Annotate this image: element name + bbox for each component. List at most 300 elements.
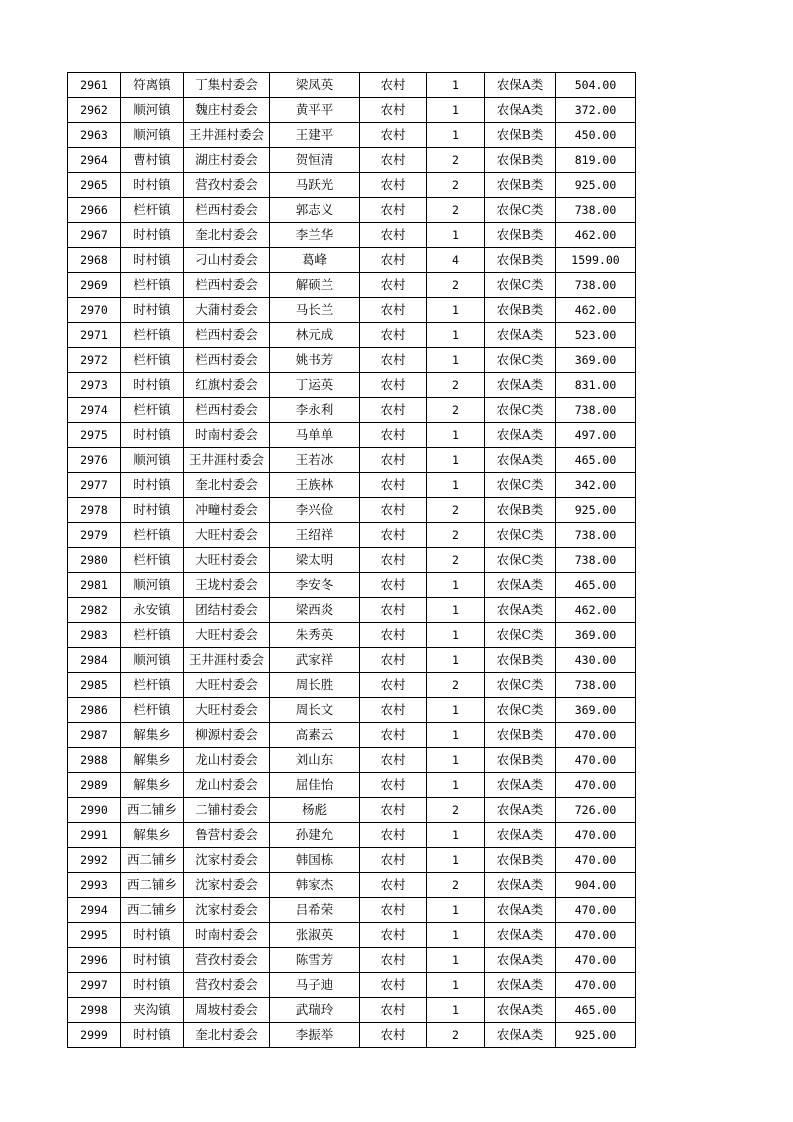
cell-amount: 738.00 [556, 548, 636, 573]
cell-township: 时村镇 [121, 923, 184, 948]
cell-household-count: 1 [427, 598, 485, 623]
cell-residence-type: 农村 [360, 248, 427, 273]
table-row [68, 623, 636, 648]
cell-township: 栏杆镇 [121, 323, 184, 348]
cell-household-count: 1 [427, 823, 485, 848]
cell-insurance-category: 农保A类 [485, 973, 556, 998]
table-row [68, 223, 636, 248]
cell-amount: 1599.00 [556, 248, 636, 273]
cell-household-count: 1 [427, 623, 485, 648]
cell-household-count: 2 [427, 273, 485, 298]
cell-insurance-category: 农保C类 [485, 273, 556, 298]
cell-serial-number: 2980 [68, 548, 121, 573]
cell-village-committee: 奎北村委会 [184, 1023, 270, 1048]
cell-person-name: 吕希荣 [270, 898, 360, 923]
cell-person-name: 陈雪芳 [270, 948, 360, 973]
cell-insurance-category: 农保B类 [485, 248, 556, 273]
cell-insurance-category: 农保A类 [485, 948, 556, 973]
cell-village-committee: 红旗村委会 [184, 373, 270, 398]
cell-insurance-category: 农保A类 [485, 998, 556, 1023]
cell-person-name: 李永利 [270, 398, 360, 423]
cell-residence-type: 农村 [360, 873, 427, 898]
table-row [68, 748, 636, 773]
allowance-table [67, 72, 636, 1048]
cell-household-count: 1 [427, 973, 485, 998]
table-row [68, 123, 636, 148]
cell-amount: 462.00 [556, 223, 636, 248]
cell-amount: 470.00 [556, 898, 636, 923]
table-row [68, 998, 636, 1023]
cell-insurance-category: 农保C类 [485, 548, 556, 573]
cell-insurance-category: 农保A类 [485, 798, 556, 823]
cell-insurance-category: 农保B类 [485, 748, 556, 773]
cell-serial-number: 2969 [68, 273, 121, 298]
table-row [68, 548, 636, 573]
cell-serial-number: 2965 [68, 173, 121, 198]
cell-residence-type: 农村 [360, 498, 427, 523]
cell-amount: 738.00 [556, 198, 636, 223]
cell-amount: 372.00 [556, 98, 636, 123]
cell-person-name: 马单单 [270, 423, 360, 448]
cell-township: 时村镇 [121, 1023, 184, 1048]
cell-residence-type: 农村 [360, 923, 427, 948]
cell-insurance-category: 农保C类 [485, 698, 556, 723]
cell-serial-number: 2990 [68, 798, 121, 823]
cell-insurance-category: 农保B类 [485, 223, 556, 248]
cell-serial-number: 2973 [68, 373, 121, 398]
table-row [68, 148, 636, 173]
cell-amount: 369.00 [556, 348, 636, 373]
cell-amount: 462.00 [556, 298, 636, 323]
cell-serial-number: 2989 [68, 773, 121, 798]
cell-township: 时村镇 [121, 248, 184, 273]
cell-serial-number: 2996 [68, 948, 121, 973]
cell-township: 时村镇 [121, 473, 184, 498]
cell-household-count: 1 [427, 998, 485, 1023]
cell-household-count: 2 [427, 173, 485, 198]
cell-person-name: 王建平 [270, 123, 360, 148]
cell-serial-number: 2972 [68, 348, 121, 373]
cell-amount: 470.00 [556, 848, 636, 873]
table-row [68, 248, 636, 273]
cell-household-count: 1 [427, 98, 485, 123]
cell-serial-number: 2975 [68, 423, 121, 448]
cell-insurance-category: 农保C类 [485, 398, 556, 423]
cell-residence-type: 农村 [360, 323, 427, 348]
cell-serial-number: 2964 [68, 148, 121, 173]
cell-person-name: 林元成 [270, 323, 360, 348]
cell-township: 时村镇 [121, 223, 184, 248]
cell-township: 顺河镇 [121, 98, 184, 123]
cell-township: 时村镇 [121, 173, 184, 198]
cell-household-count: 1 [427, 348, 485, 373]
cell-serial-number: 2992 [68, 848, 121, 873]
cell-household-count: 1 [427, 923, 485, 948]
cell-person-name: 王族林 [270, 473, 360, 498]
cell-household-count: 1 [427, 223, 485, 248]
cell-insurance-category: 农保B类 [485, 298, 556, 323]
cell-township: 栏杆镇 [121, 698, 184, 723]
cell-township: 栏杆镇 [121, 548, 184, 573]
cell-township: 时村镇 [121, 948, 184, 973]
cell-township: 顺河镇 [121, 573, 184, 598]
cell-village-committee: 沈家村委会 [184, 848, 270, 873]
cell-residence-type: 农村 [360, 598, 427, 623]
cell-amount: 470.00 [556, 723, 636, 748]
cell-village-committee: 王井涯村委会 [184, 123, 270, 148]
cell-amount: 465.00 [556, 448, 636, 473]
cell-village-committee: 王井涯村委会 [184, 448, 270, 473]
cell-village-committee: 大旺村委会 [184, 673, 270, 698]
cell-serial-number: 2970 [68, 298, 121, 323]
table-row [68, 898, 636, 923]
cell-serial-number: 2976 [68, 448, 121, 473]
cell-township: 时村镇 [121, 423, 184, 448]
table-row [68, 1023, 636, 1048]
cell-village-committee: 丁集村委会 [184, 73, 270, 98]
cell-village-committee: 王井涯村委会 [184, 648, 270, 673]
cell-residence-type: 农村 [360, 173, 427, 198]
cell-person-name: 李兰华 [270, 223, 360, 248]
cell-household-count: 1 [427, 73, 485, 98]
cell-residence-type: 农村 [360, 198, 427, 223]
cell-township: 解集乡 [121, 748, 184, 773]
cell-township: 栏杆镇 [121, 673, 184, 698]
cell-township: 栏杆镇 [121, 523, 184, 548]
cell-township: 解集乡 [121, 723, 184, 748]
cell-amount: 738.00 [556, 273, 636, 298]
cell-township: 西二铺乡 [121, 798, 184, 823]
cell-insurance-category: 农保A类 [485, 598, 556, 623]
cell-village-committee: 魏庄村委会 [184, 98, 270, 123]
cell-amount: 504.00 [556, 73, 636, 98]
table-row [68, 948, 636, 973]
table-row [68, 673, 636, 698]
cell-person-name: 解硕兰 [270, 273, 360, 298]
cell-township: 栏杆镇 [121, 198, 184, 223]
cell-household-count: 2 [427, 673, 485, 698]
cell-insurance-category: 农保A类 [485, 423, 556, 448]
table-row [68, 473, 636, 498]
cell-insurance-category: 农保B类 [485, 498, 556, 523]
cell-village-committee: 二铺村委会 [184, 798, 270, 823]
cell-household-count: 1 [427, 423, 485, 448]
cell-residence-type: 农村 [360, 573, 427, 598]
cell-amount: 738.00 [556, 523, 636, 548]
cell-person-name: 杨彪 [270, 798, 360, 823]
cell-person-name: 孙建允 [270, 823, 360, 848]
cell-township: 时村镇 [121, 498, 184, 523]
cell-amount: 450.00 [556, 123, 636, 148]
cell-insurance-category: 农保B类 [485, 148, 556, 173]
cell-township: 西二铺乡 [121, 898, 184, 923]
cell-serial-number: 2974 [68, 398, 121, 423]
cell-village-committee: 大旺村委会 [184, 623, 270, 648]
cell-household-count: 2 [427, 373, 485, 398]
cell-amount: 523.00 [556, 323, 636, 348]
cell-household-count: 1 [427, 573, 485, 598]
table-row [68, 498, 636, 523]
cell-amount: 470.00 [556, 948, 636, 973]
cell-village-committee: 栏西村委会 [184, 323, 270, 348]
cell-insurance-category: 农保B类 [485, 173, 556, 198]
cell-household-count: 2 [427, 548, 485, 573]
cell-village-committee: 栏西村委会 [184, 198, 270, 223]
table-row [68, 598, 636, 623]
cell-person-name: 周长胜 [270, 673, 360, 698]
table-row [68, 798, 636, 823]
cell-person-name: 丁运英 [270, 373, 360, 398]
table-row [68, 773, 636, 798]
cell-person-name: 刘山东 [270, 748, 360, 773]
cell-insurance-category: 农保C类 [485, 523, 556, 548]
cell-household-count: 2 [427, 523, 485, 548]
cell-insurance-category: 农保C类 [485, 473, 556, 498]
cell-township: 栏杆镇 [121, 623, 184, 648]
cell-township: 永安镇 [121, 598, 184, 623]
cell-amount: 470.00 [556, 748, 636, 773]
cell-residence-type: 农村 [360, 773, 427, 798]
cell-person-name: 武瑞玲 [270, 998, 360, 1023]
cell-insurance-category: 农保A类 [485, 1023, 556, 1048]
table-row [68, 373, 636, 398]
cell-township: 顺河镇 [121, 648, 184, 673]
cell-residence-type: 农村 [360, 698, 427, 723]
table-row [68, 98, 636, 123]
cell-insurance-category: 农保A类 [485, 773, 556, 798]
cell-household-count: 2 [427, 798, 485, 823]
cell-person-name: 王若冰 [270, 448, 360, 473]
cell-household-count: 1 [427, 748, 485, 773]
cell-amount: 342.00 [556, 473, 636, 498]
table-row [68, 823, 636, 848]
cell-village-committee: 大旺村委会 [184, 548, 270, 573]
cell-serial-number: 2978 [68, 498, 121, 523]
cell-person-name: 周长文 [270, 698, 360, 723]
cell-residence-type: 农村 [360, 73, 427, 98]
cell-residence-type: 农村 [360, 673, 427, 698]
cell-amount: 925.00 [556, 498, 636, 523]
cell-township: 西二铺乡 [121, 848, 184, 873]
cell-village-committee: 沈家村委会 [184, 898, 270, 923]
cell-village-committee: 龙山村委会 [184, 748, 270, 773]
table-row [68, 723, 636, 748]
cell-village-committee: 时南村委会 [184, 423, 270, 448]
cell-residence-type: 农村 [360, 148, 427, 173]
cell-village-committee: 栏西村委会 [184, 398, 270, 423]
cell-serial-number: 2981 [68, 573, 121, 598]
cell-household-count: 2 [427, 148, 485, 173]
cell-serial-number: 2966 [68, 198, 121, 223]
cell-household-count: 2 [427, 198, 485, 223]
cell-amount: 470.00 [556, 973, 636, 998]
cell-residence-type: 农村 [360, 948, 427, 973]
cell-person-name: 黄平平 [270, 98, 360, 123]
cell-residence-type: 农村 [360, 398, 427, 423]
cell-village-committee: 大旺村委会 [184, 698, 270, 723]
cell-person-name: 韩国栋 [270, 848, 360, 873]
cell-serial-number: 2999 [68, 1023, 121, 1048]
cell-person-name: 王绍祥 [270, 523, 360, 548]
cell-township: 夹沟镇 [121, 998, 184, 1023]
table-row [68, 273, 636, 298]
table-row [68, 423, 636, 448]
cell-serial-number: 2991 [68, 823, 121, 848]
cell-residence-type: 农村 [360, 798, 427, 823]
cell-amount: 369.00 [556, 623, 636, 648]
cell-residence-type: 农村 [360, 448, 427, 473]
cell-township: 符离镇 [121, 73, 184, 98]
cell-village-committee: 大蒲村委会 [184, 298, 270, 323]
cell-township: 栏杆镇 [121, 273, 184, 298]
cell-household-count: 2 [427, 398, 485, 423]
cell-serial-number: 2984 [68, 648, 121, 673]
cell-serial-number: 2968 [68, 248, 121, 273]
table-row [68, 523, 636, 548]
cell-village-committee: 时南村委会 [184, 923, 270, 948]
cell-insurance-category: 农保C类 [485, 673, 556, 698]
cell-household-count: 1 [427, 123, 485, 148]
cell-household-count: 1 [427, 698, 485, 723]
cell-amount: 925.00 [556, 1023, 636, 1048]
cell-serial-number: 2979 [68, 523, 121, 548]
cell-household-count: 2 [427, 1023, 485, 1048]
cell-person-name: 梁太明 [270, 548, 360, 573]
cell-insurance-category: 农保B类 [485, 123, 556, 148]
cell-township: 西二铺乡 [121, 873, 184, 898]
cell-village-committee: 湖庄村委会 [184, 148, 270, 173]
cell-residence-type: 农村 [360, 473, 427, 498]
table-body [68, 73, 636, 1048]
cell-amount: 470.00 [556, 773, 636, 798]
cell-amount: 430.00 [556, 648, 636, 673]
cell-insurance-category: 农保A类 [485, 823, 556, 848]
cell-serial-number: 2961 [68, 73, 121, 98]
cell-person-name: 马跃光 [270, 173, 360, 198]
table-row [68, 698, 636, 723]
cell-insurance-category: 农保A类 [485, 923, 556, 948]
cell-amount: 738.00 [556, 398, 636, 423]
cell-serial-number: 2993 [68, 873, 121, 898]
cell-township: 栏杆镇 [121, 348, 184, 373]
table-row [68, 848, 636, 873]
cell-village-committee: 团结村委会 [184, 598, 270, 623]
cell-household-count: 1 [427, 723, 485, 748]
cell-residence-type: 农村 [360, 723, 427, 748]
cell-serial-number: 2962 [68, 98, 121, 123]
cell-residence-type: 农村 [360, 648, 427, 673]
cell-township: 栏杆镇 [121, 398, 184, 423]
cell-person-name: 姚书芳 [270, 348, 360, 373]
cell-village-committee: 栏西村委会 [184, 348, 270, 373]
cell-amount: 904.00 [556, 873, 636, 898]
cell-residence-type: 农村 [360, 348, 427, 373]
cell-amount: 369.00 [556, 698, 636, 723]
cell-township: 顺河镇 [121, 123, 184, 148]
cell-insurance-category: 农保C类 [485, 198, 556, 223]
cell-person-name: 梁西炎 [270, 598, 360, 623]
cell-village-committee: 奎北村委会 [184, 473, 270, 498]
cell-serial-number: 2983 [68, 623, 121, 648]
cell-amount: 497.00 [556, 423, 636, 448]
cell-serial-number: 2987 [68, 723, 121, 748]
cell-amount: 726.00 [556, 798, 636, 823]
cell-village-committee: 栏西村委会 [184, 273, 270, 298]
cell-household-count: 2 [427, 498, 485, 523]
cell-amount: 819.00 [556, 148, 636, 173]
cell-person-name: 马长兰 [270, 298, 360, 323]
table-row [68, 873, 636, 898]
cell-residence-type: 农村 [360, 998, 427, 1023]
cell-township: 解集乡 [121, 823, 184, 848]
cell-person-name: 李振举 [270, 1023, 360, 1048]
cell-amount: 470.00 [556, 823, 636, 848]
cell-insurance-category: 农保A类 [485, 73, 556, 98]
cell-serial-number: 2988 [68, 748, 121, 773]
table-row [68, 973, 636, 998]
cell-village-committee: 营孜村委会 [184, 973, 270, 998]
cell-residence-type: 农村 [360, 748, 427, 773]
cell-residence-type: 农村 [360, 1023, 427, 1048]
table-row [68, 198, 636, 223]
cell-amount: 462.00 [556, 598, 636, 623]
cell-person-name: 朱秀英 [270, 623, 360, 648]
cell-residence-type: 农村 [360, 298, 427, 323]
cell-serial-number: 2985 [68, 673, 121, 698]
table-row [68, 648, 636, 673]
cell-village-committee: 刁山村委会 [184, 248, 270, 273]
cell-residence-type: 农村 [360, 848, 427, 873]
cell-person-name: 贺恒清 [270, 148, 360, 173]
cell-insurance-category: 农保A类 [485, 448, 556, 473]
cell-insurance-category: 农保A类 [485, 573, 556, 598]
cell-serial-number: 2998 [68, 998, 121, 1023]
cell-township: 曹村镇 [121, 148, 184, 173]
cell-village-committee: 龙山村委会 [184, 773, 270, 798]
cell-household-count: 1 [427, 298, 485, 323]
cell-serial-number: 2997 [68, 973, 121, 998]
cell-village-committee: 奎北村委会 [184, 223, 270, 248]
cell-household-count: 1 [427, 473, 485, 498]
cell-village-committee: 大旺村委会 [184, 523, 270, 548]
cell-serial-number: 2963 [68, 123, 121, 148]
cell-person-name: 马子迪 [270, 973, 360, 998]
table-row [68, 323, 636, 348]
cell-person-name: 李安冬 [270, 573, 360, 598]
cell-household-count: 1 [427, 848, 485, 873]
cell-amount: 738.00 [556, 673, 636, 698]
cell-person-name: 武家祥 [270, 648, 360, 673]
cell-insurance-category: 农保B类 [485, 723, 556, 748]
cell-serial-number: 2967 [68, 223, 121, 248]
cell-person-name: 张淑英 [270, 923, 360, 948]
cell-household-count: 1 [427, 773, 485, 798]
cell-insurance-category: 农保A类 [485, 98, 556, 123]
cell-household-count: 4 [427, 248, 485, 273]
cell-residence-type: 农村 [360, 623, 427, 648]
cell-household-count: 1 [427, 948, 485, 973]
cell-residence-type: 农村 [360, 973, 427, 998]
cell-amount: 465.00 [556, 998, 636, 1023]
cell-insurance-category: 农保A类 [485, 873, 556, 898]
cell-insurance-category: 农保B类 [485, 848, 556, 873]
table-row [68, 448, 636, 473]
cell-serial-number: 2971 [68, 323, 121, 348]
cell-residence-type: 农村 [360, 548, 427, 573]
cell-township: 解集乡 [121, 773, 184, 798]
cell-residence-type: 农村 [360, 823, 427, 848]
cell-village-committee: 营孜村委会 [184, 173, 270, 198]
